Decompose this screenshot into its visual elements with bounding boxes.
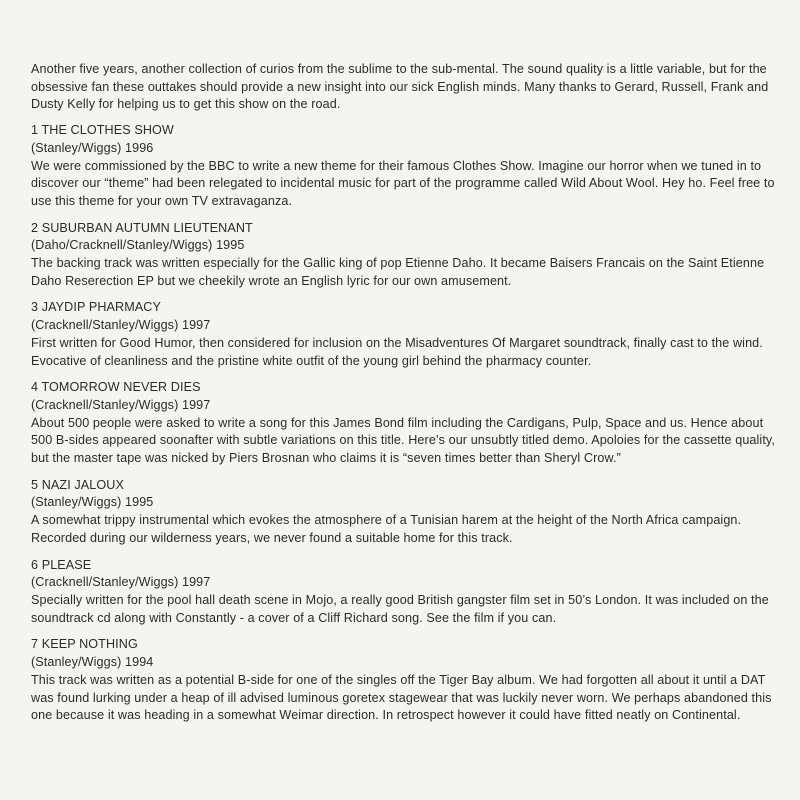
track-title: 6 PLEASE [31,557,92,572]
track-credit: (Cracknell/Stanley/Wiggs) 1997 [31,575,211,590]
track-entry [31,379,783,468]
track-title: 3 JAYDIP PHARMACY [31,300,162,315]
track-title: 7 KEEP NOTHING [31,637,138,652]
track-notes: Specially written for the pool hall death scene in Mojo, a really good British gangster film set in 50’s London. It was included on the soundtrack cd along with Constantly - a cover of a Cliff Richard song. See the film if you can. [31,592,769,625]
track-credit: (Cracknell/Stanley/Wiggs) 1997 [31,318,211,333]
track-entry [31,220,783,291]
track-title: 2 SUBURBAN AUTUMN LIEUTENANT [31,220,253,235]
track-entry [31,122,783,211]
track-notes: We were commissioned by the BBC to write a new theme for their famous Clothes Show. Imagine our horror when we tuned in to discover our “theme” had been relegated to incidental music for part of the programme called Wild About Wool. Hey ho. Feel free to use this theme for your own TV extravaganza. [31,158,775,208]
track-credit: (Stanley/Wiggs) 1994 [31,655,154,670]
track-title: 5 NAZI JALOUX [31,477,124,492]
track-credit: (Daho/Cracknell/Stanley/Wiggs) 1995 [31,238,245,253]
liner-notes-page [31,61,783,734]
track-credit: (Cracknell/Stanley/Wiggs) 1997 [31,397,211,412]
track-entry [31,299,783,370]
track-notes: A somewhat trippy instrumental which evokes the atmosphere of a Tunisian harem at the height of the North Africa campaign. Recorded during our wilderness years, we never found a suitable home for this track. [31,513,742,545]
track-entry [31,477,783,548]
track-notes: First written for Good Humor, then considered for inclusion on the Misadventures Of Margaret soundtrack, finally cast to the wind. Evocative of cleanliness and the pristine white outfit of the young girl behind the pharmacy counter. [31,335,763,368]
track-notes: About 500 people were asked to write a song for this James Bond film including the Cardigans, Pulp, Space and us. Hence about 500 B-sides appeared soonafter with subtle variations on this title. Here’s our unsubtly titled demo. Apoloies for the cassette quality, but the master tape was nicked by Piers Brosnan who claims it is “seven times better than Sheryl Crow.” [31,415,775,466]
track-title: 4 TOMORROW NEVER DIES [31,380,201,395]
track-credit: (Stanley/Wiggs) 1995 [31,495,154,510]
track-title: 1 THE CLOTHES SHOW [31,123,174,138]
track-credit: (Stanley/Wiggs) 1996 [31,140,154,155]
track-entry [31,636,783,725]
intro-paragraph: Another five years, another collection of curios from the sublime to the sub-mental. The sound quality is a little variable, but for the obsessive fan these outtakes should provide a new insight into our sick English minds. Many thanks to Gerard, Russell, Frank and Dusty Kelly for helping us to get this show on the road. [31,62,769,112]
track-entry [31,557,783,628]
track-notes: This track was written as a potential B-side for one of the singles off the Tiger Bay album. We had forgotten all about it until a DAT was found lurking under a heap of ill advised luminous goretex stagewear that was luckily never worn. We perhaps abandoned this one because it was heading in a somewhat Weimar direction. In retrospect however it could have fitted neatly on Continental. [31,672,772,723]
track-notes: The backing track was written especially for the Gallic king of pop Etienne Daho. It became Baisers Francais on the Saint Etienne Daho Reserection EP but we cheekily wrote an English lyric for our own amusement. [31,256,765,288]
